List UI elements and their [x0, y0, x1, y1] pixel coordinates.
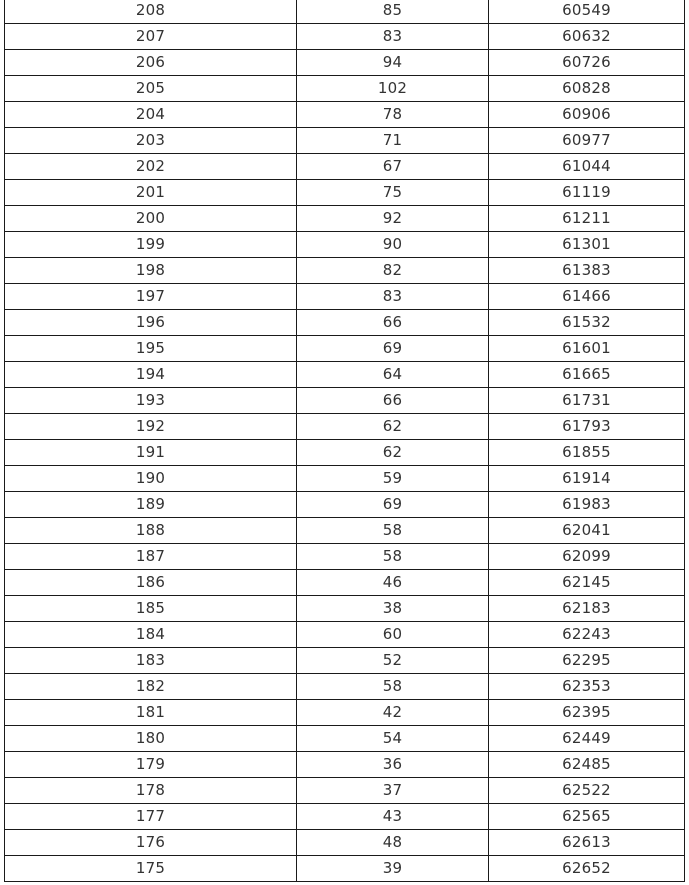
- table-row: [5, 128, 685, 154]
- cumulative-cell: 61301: [489, 232, 685, 258]
- table-row: [5, 336, 685, 362]
- cumulative-cell: 60906: [489, 102, 685, 128]
- score-cell: 192: [5, 414, 297, 440]
- score-cell: 204: [5, 102, 297, 128]
- cumulative-cell: 61665: [489, 362, 685, 388]
- count-cell: 75: [297, 180, 489, 206]
- table-row: [5, 24, 685, 50]
- table-row: [5, 622, 685, 648]
- count-cell: 64: [297, 362, 489, 388]
- cumulative-cell: 61731: [489, 388, 685, 414]
- table-row: [5, 154, 685, 180]
- score-cell: 180: [5, 726, 297, 752]
- count-cell: 37: [297, 778, 489, 804]
- score-cell: 179: [5, 752, 297, 778]
- cumulative-cell: 61211: [489, 206, 685, 232]
- score-cell: 181: [5, 700, 297, 726]
- count-cell: 39: [297, 856, 489, 882]
- score-cell: 207: [5, 24, 297, 50]
- score-cell: 190: [5, 466, 297, 492]
- count-cell: 69: [297, 336, 489, 362]
- score-cell: 175: [5, 856, 297, 882]
- score-cell: 189: [5, 492, 297, 518]
- table-row: [5, 804, 685, 830]
- table-row: [5, 674, 685, 700]
- score-cell: 185: [5, 596, 297, 622]
- score-cell: 194: [5, 362, 297, 388]
- table-row: [5, 232, 685, 258]
- cumulative-cell: 61914: [489, 466, 685, 492]
- count-cell: 46: [297, 570, 489, 596]
- table-row: [5, 726, 685, 752]
- table-row: [5, 570, 685, 596]
- table-row: [5, 778, 685, 804]
- cumulative-cell: 60632: [489, 24, 685, 50]
- cumulative-cell: 61383: [489, 258, 685, 284]
- count-cell: 78: [297, 102, 489, 128]
- cumulative-cell: 62522: [489, 778, 685, 804]
- cumulative-cell: 62243: [489, 622, 685, 648]
- score-cell: 200: [5, 206, 297, 232]
- cumulative-cell: 61119: [489, 180, 685, 206]
- count-cell: 82: [297, 258, 489, 284]
- score-cell: 199: [5, 232, 297, 258]
- score-cell: 205: [5, 76, 297, 102]
- table-row: [5, 0, 685, 24]
- count-cell: 83: [297, 24, 489, 50]
- cumulative-cell: 62183: [489, 596, 685, 622]
- table-row: [5, 388, 685, 414]
- score-cell: 202: [5, 154, 297, 180]
- table-row: [5, 76, 685, 102]
- cumulative-cell: 61466: [489, 284, 685, 310]
- count-cell: 94: [297, 50, 489, 76]
- cumulative-cell: 62041: [489, 518, 685, 544]
- count-cell: 90: [297, 232, 489, 258]
- cumulative-cell: 60977: [489, 128, 685, 154]
- score-distribution-table: [4, 0, 685, 882]
- cumulative-cell: 62565: [489, 804, 685, 830]
- cumulative-cell: 61601: [489, 336, 685, 362]
- cumulative-cell: 62145: [489, 570, 685, 596]
- cumulative-cell: 62099: [489, 544, 685, 570]
- score-cell: 186: [5, 570, 297, 596]
- table-row: [5, 284, 685, 310]
- cumulative-cell: 62652: [489, 856, 685, 882]
- score-cell: 198: [5, 258, 297, 284]
- table-row: [5, 414, 685, 440]
- cumulative-cell: 61532: [489, 310, 685, 336]
- table-row: [5, 492, 685, 518]
- table-row: [5, 752, 685, 778]
- count-cell: 38: [297, 596, 489, 622]
- count-cell: 83: [297, 284, 489, 310]
- count-cell: 58: [297, 518, 489, 544]
- count-cell: 102: [297, 76, 489, 102]
- score-distribution-table-container: [4, 0, 684, 882]
- score-cell: 183: [5, 648, 297, 674]
- score-cell: 191: [5, 440, 297, 466]
- count-cell: 69: [297, 492, 489, 518]
- count-cell: 92: [297, 206, 489, 232]
- score-cell: 206: [5, 50, 297, 76]
- table-row: [5, 362, 685, 388]
- score-cell: 187: [5, 544, 297, 570]
- score-cell: 197: [5, 284, 297, 310]
- cumulative-cell: 61793: [489, 414, 685, 440]
- cumulative-cell: 61044: [489, 154, 685, 180]
- table-row: [5, 50, 685, 76]
- cumulative-cell: 61855: [489, 440, 685, 466]
- cumulative-cell: 61983: [489, 492, 685, 518]
- table-row: [5, 596, 685, 622]
- count-cell: 52: [297, 648, 489, 674]
- table-row: [5, 180, 685, 206]
- cumulative-cell: 62449: [489, 726, 685, 752]
- table-body: [5, 0, 685, 882]
- count-cell: 62: [297, 440, 489, 466]
- score-cell: 203: [5, 128, 297, 154]
- count-cell: 67: [297, 154, 489, 180]
- cumulative-cell: 62353: [489, 674, 685, 700]
- score-cell: 176: [5, 830, 297, 856]
- cumulative-cell: 60549: [489, 0, 685, 24]
- table-row: [5, 648, 685, 674]
- cumulative-cell: 62295: [489, 648, 685, 674]
- count-cell: 58: [297, 544, 489, 570]
- cumulative-cell: 60828: [489, 76, 685, 102]
- table-row: [5, 544, 685, 570]
- cumulative-cell: 62395: [489, 700, 685, 726]
- score-cell: 208: [5, 0, 297, 24]
- count-cell: 54: [297, 726, 489, 752]
- cumulative-cell: 62485: [489, 752, 685, 778]
- table-row: [5, 440, 685, 466]
- cumulative-cell: 60726: [489, 50, 685, 76]
- count-cell: 43: [297, 804, 489, 830]
- count-cell: 42: [297, 700, 489, 726]
- count-cell: 59: [297, 466, 489, 492]
- table-row: [5, 102, 685, 128]
- score-cell: 184: [5, 622, 297, 648]
- count-cell: 66: [297, 388, 489, 414]
- count-cell: 85: [297, 0, 489, 24]
- table-row: [5, 830, 685, 856]
- count-cell: 58: [297, 674, 489, 700]
- score-cell: 195: [5, 336, 297, 362]
- table-row: [5, 856, 685, 882]
- table-row: [5, 258, 685, 284]
- score-cell: 178: [5, 778, 297, 804]
- score-cell: 193: [5, 388, 297, 414]
- table-row: [5, 310, 685, 336]
- score-cell: 177: [5, 804, 297, 830]
- score-cell: 182: [5, 674, 297, 700]
- count-cell: 71: [297, 128, 489, 154]
- score-cell: 201: [5, 180, 297, 206]
- count-cell: 62: [297, 414, 489, 440]
- count-cell: 66: [297, 310, 489, 336]
- table-row: [5, 700, 685, 726]
- table-row: [5, 206, 685, 232]
- count-cell: 48: [297, 830, 489, 856]
- score-cell: 196: [5, 310, 297, 336]
- table-row: [5, 466, 685, 492]
- count-cell: 60: [297, 622, 489, 648]
- table-row: [5, 518, 685, 544]
- cumulative-cell: 62613: [489, 830, 685, 856]
- score-cell: 188: [5, 518, 297, 544]
- count-cell: 36: [297, 752, 489, 778]
